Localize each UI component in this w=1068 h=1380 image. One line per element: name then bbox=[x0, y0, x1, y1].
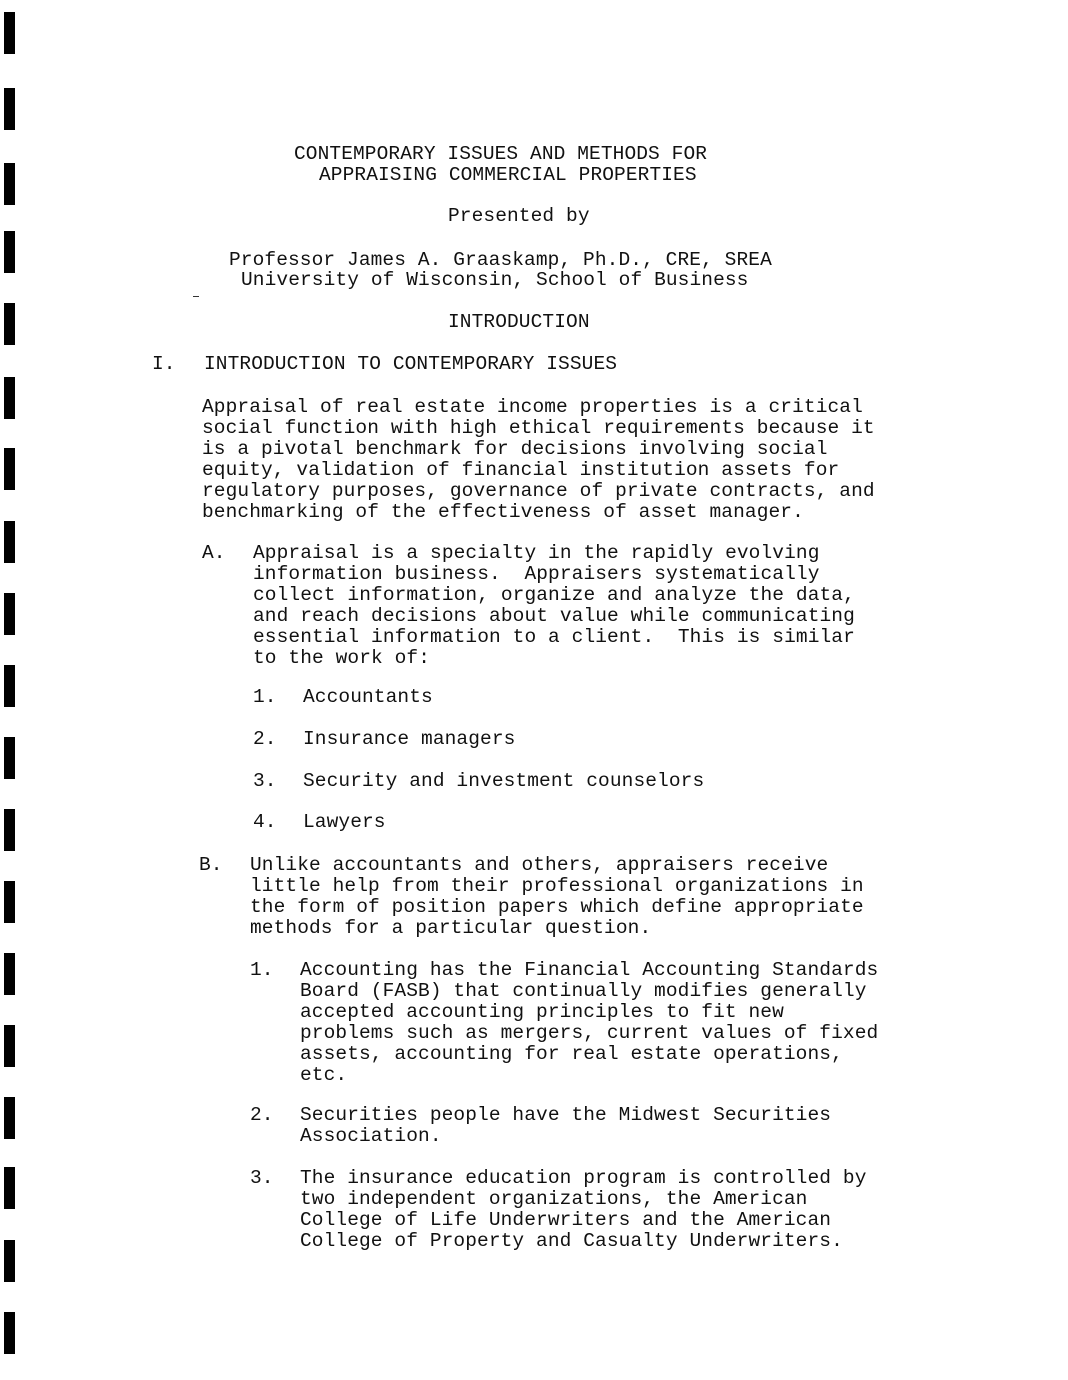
point-b-text bbox=[250, 855, 864, 939]
paragraph-line: Securities people have the Midwest Securities bbox=[300, 1104, 832, 1126]
binder-mark bbox=[4, 448, 15, 490]
point-a-letter: A. bbox=[202, 542, 226, 564]
paragraph-line: essential information to a client. This is similar bbox=[253, 626, 855, 648]
paragraph-line: and reach decisions about value while communicating bbox=[253, 605, 855, 627]
binder-mark bbox=[4, 1025, 15, 1067]
list-item: Insurance managers bbox=[303, 728, 516, 750]
paragraph-line: to the work of: bbox=[253, 647, 431, 669]
list-item bbox=[300, 960, 878, 1086]
presented-by: Presented by bbox=[448, 205, 590, 227]
paragraph-line: accepted accounting principles to fit new bbox=[300, 1001, 784, 1023]
paragraph-line: College of Life Underwriters and the American bbox=[300, 1209, 832, 1231]
paragraph-line: collect information, organize and analyze the data, bbox=[253, 584, 855, 606]
binder-mark bbox=[4, 163, 15, 205]
paragraph-line: Appraisal is a specialty in the rapidly evolving bbox=[253, 542, 820, 564]
binder-mark bbox=[4, 1312, 15, 1354]
point-a-text bbox=[253, 543, 855, 669]
binder-mark bbox=[4, 303, 15, 345]
binder-mark bbox=[4, 737, 15, 779]
part-one-paragraph bbox=[202, 397, 875, 523]
list-item-number: 1. bbox=[250, 959, 274, 981]
binder-mark bbox=[4, 665, 15, 707]
paragraph-line: information business. Appraisers systematically bbox=[253, 563, 820, 585]
paragraph-line: is a pivotal benchmark for decisions involving social bbox=[202, 438, 828, 460]
section-heading: INTRODUCTION bbox=[448, 311, 590, 333]
paragraph-line: Accounting has the Financial Accounting Standards bbox=[300, 959, 879, 981]
paragraph-line: Appraisal of real estate income properties is a critical bbox=[202, 396, 863, 418]
binder-marks bbox=[0, 0, 20, 1380]
binder-mark bbox=[4, 953, 15, 995]
paragraph-line: Unlike accountants and others, appraisers receive bbox=[250, 854, 829, 876]
binder-mark bbox=[4, 1167, 15, 1209]
paragraph-line: assets, accounting for real estate operations, bbox=[300, 1043, 843, 1065]
paragraph-line: two independent organizations, the American bbox=[300, 1188, 808, 1210]
binder-mark bbox=[4, 521, 15, 563]
point-b-letter: B. bbox=[199, 854, 223, 876]
paragraph-line: methods for a particular question. bbox=[250, 917, 652, 939]
list-item-number: 3. bbox=[250, 1167, 274, 1189]
paragraph-line: equity, validation of financial institution assets for bbox=[202, 459, 840, 481]
list-item: Lawyers bbox=[303, 811, 386, 833]
binder-mark bbox=[4, 809, 15, 851]
binder-mark bbox=[4, 88, 15, 130]
paragraph-line: problems such as mergers, current values of fixed bbox=[300, 1022, 879, 1044]
paragraph-line: etc. bbox=[300, 1064, 348, 1086]
title-line-2: APPRAISING COMMERCIAL PROPERTIES bbox=[319, 164, 697, 186]
binder-mark bbox=[4, 1240, 15, 1282]
list-item-number: 2. bbox=[250, 1104, 274, 1126]
author-line-1: Professor James A. Graaskamp, Ph.D., CRE, SREA bbox=[229, 249, 772, 271]
author-line-2: University of Wisconsin, School of Business bbox=[241, 269, 749, 291]
paragraph-line: the form of position papers which define appropriate bbox=[250, 896, 864, 918]
list-item-number: 2. bbox=[253, 728, 277, 750]
paragraph-line: little help from their professional organizations in bbox=[250, 875, 864, 897]
binder-mark bbox=[4, 593, 15, 635]
list-item bbox=[300, 1168, 867, 1252]
title-line-1: CONTEMPORARY ISSUES AND METHODS FOR bbox=[294, 143, 708, 165]
paragraph-line: Association. bbox=[300, 1125, 442, 1147]
binder-mark bbox=[4, 377, 15, 419]
stray-mark bbox=[193, 296, 199, 297]
binder-mark bbox=[4, 12, 15, 54]
paragraph-line: benchmarking of the effectiveness of asset manager. bbox=[202, 501, 804, 523]
paragraph-line: The insurance education program is controlled by bbox=[300, 1167, 867, 1189]
paragraph-line: College of Property and Casualty Underwriters. bbox=[300, 1230, 843, 1252]
list-item-number: 1. bbox=[253, 686, 277, 708]
part-one-heading: INTRODUCTION TO CONTEMPORARY ISSUES bbox=[204, 353, 618, 375]
binder-mark bbox=[4, 1097, 15, 1139]
binder-mark bbox=[4, 231, 15, 273]
paragraph-line: Board (FASB) that continually modifies generally bbox=[300, 980, 867, 1002]
list-item-number: 3. bbox=[253, 770, 277, 792]
paragraph-line: regulatory purposes, governance of private contracts, and bbox=[202, 480, 875, 502]
binder-mark bbox=[4, 881, 15, 923]
list-item-number: 4. bbox=[253, 811, 277, 833]
list-item: Security and investment counselors bbox=[303, 770, 705, 792]
part-one-number: I. bbox=[152, 353, 176, 375]
paragraph-line: social function with high ethical requirements because it bbox=[202, 417, 875, 439]
list-item bbox=[300, 1105, 831, 1147]
list-item: Accountants bbox=[303, 686, 433, 708]
